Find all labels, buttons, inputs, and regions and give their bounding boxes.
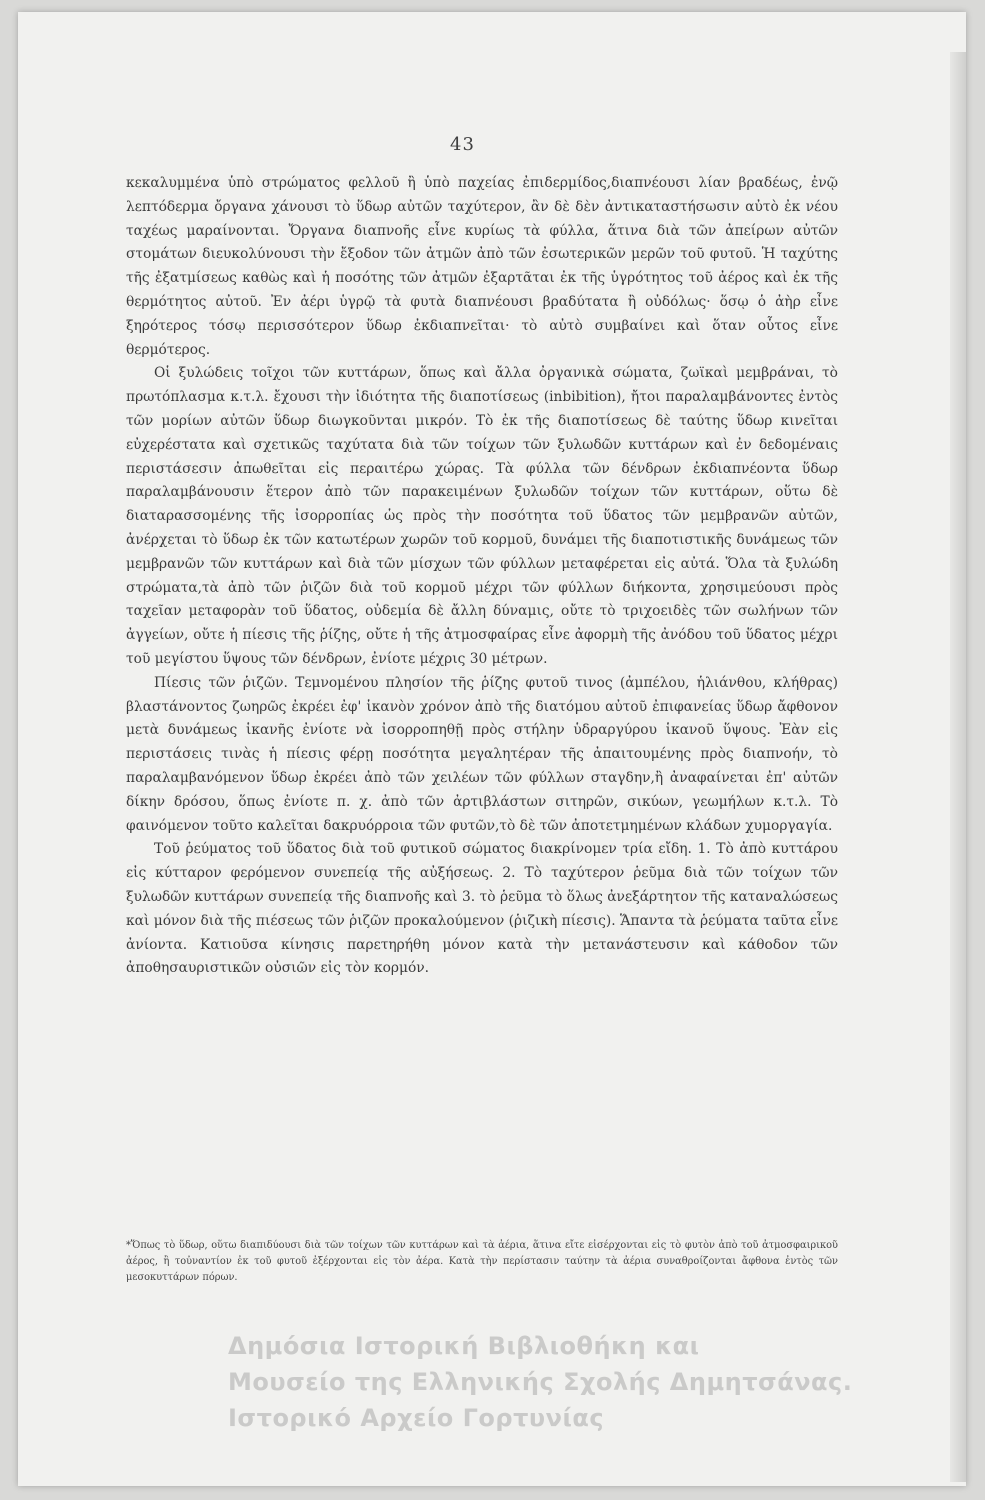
paragraph-1: κεκαλυμμένα ὑπὸ στρώματος φελλοῦ ἢ ὑπὸ παχείας ἐπιδερμίδος,διαπνέουσι λίαν βραδέως, ἐνῷ λεπτόδερμα ὄργανα χάνουσι τὸ ὕδωρ αὐτῶν ταχύτερον, ἂν δὲ δὲν ἀντικαταστήσωσιν αὐτὸ ἐκ νέου ταχέως μαραίνονται. Ὄργανα διαπνοῆς εἶνε κυρίως τὰ φύλλα, ἅτινα διὰ τῶν ἀπείρων αὐτῶν στομάτων διευκολύνουσι τὴν ἔξοδον τῶν ἀτμῶν ἀπὸ τῶν ἐσωτερικῶν μερῶν τοῦ φυτοῦ. Ἡ ταχύτης τῆς ἐξατμίσεως καθὼς καὶ ἡ ποσότης τῶν ἀτμῶν ἐξαρτᾶται ἐκ τῆς ὑγρότητος τοῦ ἀέρος καὶ ἐκ τῆς θερμότητος αὐτοῦ. Ἐν ἀέρι ὑγρῷ τὰ φυτὰ διαπνέουσι βραδύτατα ἢ οὐδόλως· ὅσῳ ὁ ἀὴρ εἶνε ξηρότερος τόσῳ περισσότερον ὕδωρ ἐκδιαπνεῖται· τὸ αὐτὸ συμβαίνει καὶ ὅταν οὗτος εἶνε θερμότερος. bbox=[126, 175, 838, 358]
watermark-line-1: Δημόσια Ιστορική Βιβλιοθήκη και bbox=[228, 1332, 700, 1360]
page-number: 43 bbox=[450, 134, 475, 155]
book-page bbox=[18, 12, 966, 1486]
library-watermark bbox=[228, 1328, 852, 1436]
paragraph-4: Τοῦ ῥεύματος τοῦ ὕδατος διὰ τοῦ φυτικοῦ σώματος διακρίνομεν τρία εἴδη. 1. Τὸ ἀπὸ κυττάρου εἰς κύτταρον φερόμενον συνεπείᾳ τῆς αὐξήσεως. 2. Τὸ ταχύτερον ῥεῦμα διὰ τῶν τοίχων τῶν ξυλωδῶν κυττάρων συνεπείᾳ τῆς διαπνοῆς καὶ 3. τὸ ῥεῦμα τὸ ὅλως ἀνεξάρτητον τῆς καταναλώσεως καὶ μόνον διὰ τῆς πιέσεως τῶν ῥιζῶν προκαλούμενον (ῥιζικὴ πίεσις). Ἅπαντα τὰ ῥεύματα ταῦτα εἶνε ἀνίοντα. Κατιοῦσα κίνησις παρετηρήθη μόνον κατὰ τὴν μετανάστευσιν καὶ κάθοδον τῶν ἀποθησαυριστικῶν οὐσιῶν εἰς τὸν κορμόν. bbox=[126, 841, 838, 977]
paragraph-2: Οἱ ξυλώδεις τοῖχοι τῶν κυττάρων, ὅπως καὶ ἄλλα ὀργανικὰ σώματα, ζωϊκαὶ μεμβράναι, τὸ πρωτόπλασμα κ.τ.λ. ἔχουσι τὴν ἰδιότητα τῆς διαποτίσεως (inbibition), ἤτοι παραλαμβάνοντες ἐντὸς τῶν μορίων αὐτῶν ὕδωρ διωγκοῦνται μικρόν. Τὸ ἐκ τῆς διαποτίσεως δὲ ταύτης ὕδωρ κινεῖται εὐχερέστατα καὶ σχετικῶς ταχύτατα διὰ τῶν τοίχων τῶν ξυλωδῶν κυττάρων καὶ ἐν δεδομέναις περιστάσεσιν ἀπωθεῖται εἰς περαιτέρω χώρας. Τὰ φύλλα τῶν δένδρων ἐκδιαπνέοντα ὕδωρ παραλαμβάνουσιν ἕτερον ἀπὸ τῶν παρακειμένων ξυλωδῶν τοίχων τῶν κυττάρων, οὕτω δὲ διαταρασσομένης τῆς ἰσορροπίας ὡς πρὸς τὴν ποσότητα τοῦ ὕδατος τῶν μεμβρανῶν αὐτῶν, ἀνέρχεται τὸ ὕδωρ ἐκ τῶν κατωτέρων χωρῶν τοῦ κορμοῦ, δυνάμει τῆς διαποτιστικῆς δυνάμεως τῶν μεμβρανῶν τῶν κυττάρων καὶ διὰ τῶν μίσχων τῶν φύλλων μεταφέρεται εἰς αὐτά. Ὅλα τὰ ξυλώδη στρώματα,τὰ ἀπὸ τῶν ῥιζῶν διὰ τοῦ κορμοῦ μέχρι τῶν φύλλων διήκοντα, χρησιμεύουσι πρὸς ταχεῖαν μεταφορὰν τοῦ ὕδατος, οὐδεμία δὲ ἄλλη δύναμις, οὔτε τὸ τριχοειδὲς τῶν σωλήνων τῶν ἀγγείων, οὔτε ἡ πίεσις τῆς ῥίζης, οὔτε ἡ τῆς ἀτμοσφαίρας εἶνε ἀφορμὴ τῆς ἀνόδου τοῦ ὕδατος μέχρι τοῦ μεγίστου ὕψους τῶν δένδρων, ἐνίοτε μέχρις 30 μέτρων. bbox=[126, 365, 838, 667]
watermark-line-3: Ιστορικό Αρχείο Γορτυνίας bbox=[228, 1404, 605, 1432]
watermark-line-2: Μουσείο της Ελληνικής Σχολής Δημητσάνας. bbox=[228, 1368, 853, 1396]
main-text bbox=[126, 172, 838, 981]
page-edge bbox=[950, 52, 966, 1482]
paragraph-3: Πίεσις τῶν ῥιζῶν. Τεμνομένου πλησίον τῆς ῥίζης φυτοῦ τινος (ἀμπέλου, ἡλιάνθου, κλήθρας) βλαστάνοντος ζωηρῶς ἐκρέει ἐφ' ἱκανὸν χρόνον ἀπὸ τῆς διατόμου αὐτοῦ ἐπιφανείας ὕδωρ ἄφθονον μετὰ δυνάμεως ἱκανῆς ἐνίοτε νὰ ἰσορροπηθῇ πρὸς στήλην ὑδραργύρου ἱκανοῦ ὕψους. Ἐὰν εἰς περιστάσεις τινὰς ἡ πίεσις φέρῃ ποσότητα μεγαλητέραν τῆς ἀπαιτουμένης πρὸς διαπνοήν, τὸ παραλαμβανόμενον ὕδωρ ἐκρέει ἀπὸ τῶν χειλέων τῶν φύλλων σταγδην,ἢ ἀναφαίνεται ἐπ' αὐτῶν δίκην δρόσου, ὅπως ἐνίοτε π. χ. ἀπὸ τῶν ἀρτιβλάστων σιτηρῶν, σικύων, γεωμήλων κ.τ.λ. Τὸ φαινόμενον τοῦτο καλεῖται δακρυόρροια τῶν φυτῶν,τὸ δὲ τῶν ἀποτετμημένων κλάδων χυμοργαγία. bbox=[126, 674, 838, 834]
footnote: *Ὅπως τὸ ὕδωρ, οὕτω διαπιδύουσι διὰ τῶν τοίχων τῶν κυττάρων καὶ τὰ ἀέρια, ἅτινα εἴτε εἰσέρχονται εἰς τὸ φυτὸν ἀπὸ τοῦ ἀτμοσφαιρικοῦ ἀέρος, ἢ τοὐναντίον ἐκ τοῦ φυτοῦ ἐξέρχονται εἰς τὸν ἀέρα. Κατὰ τὴν περίστασιν ταύτην τὰ ἀέρια συναθροίζονται ἄφθονα ἐντὸς τῶν μεσοκυττάρων πόρων. bbox=[126, 1240, 838, 1283]
